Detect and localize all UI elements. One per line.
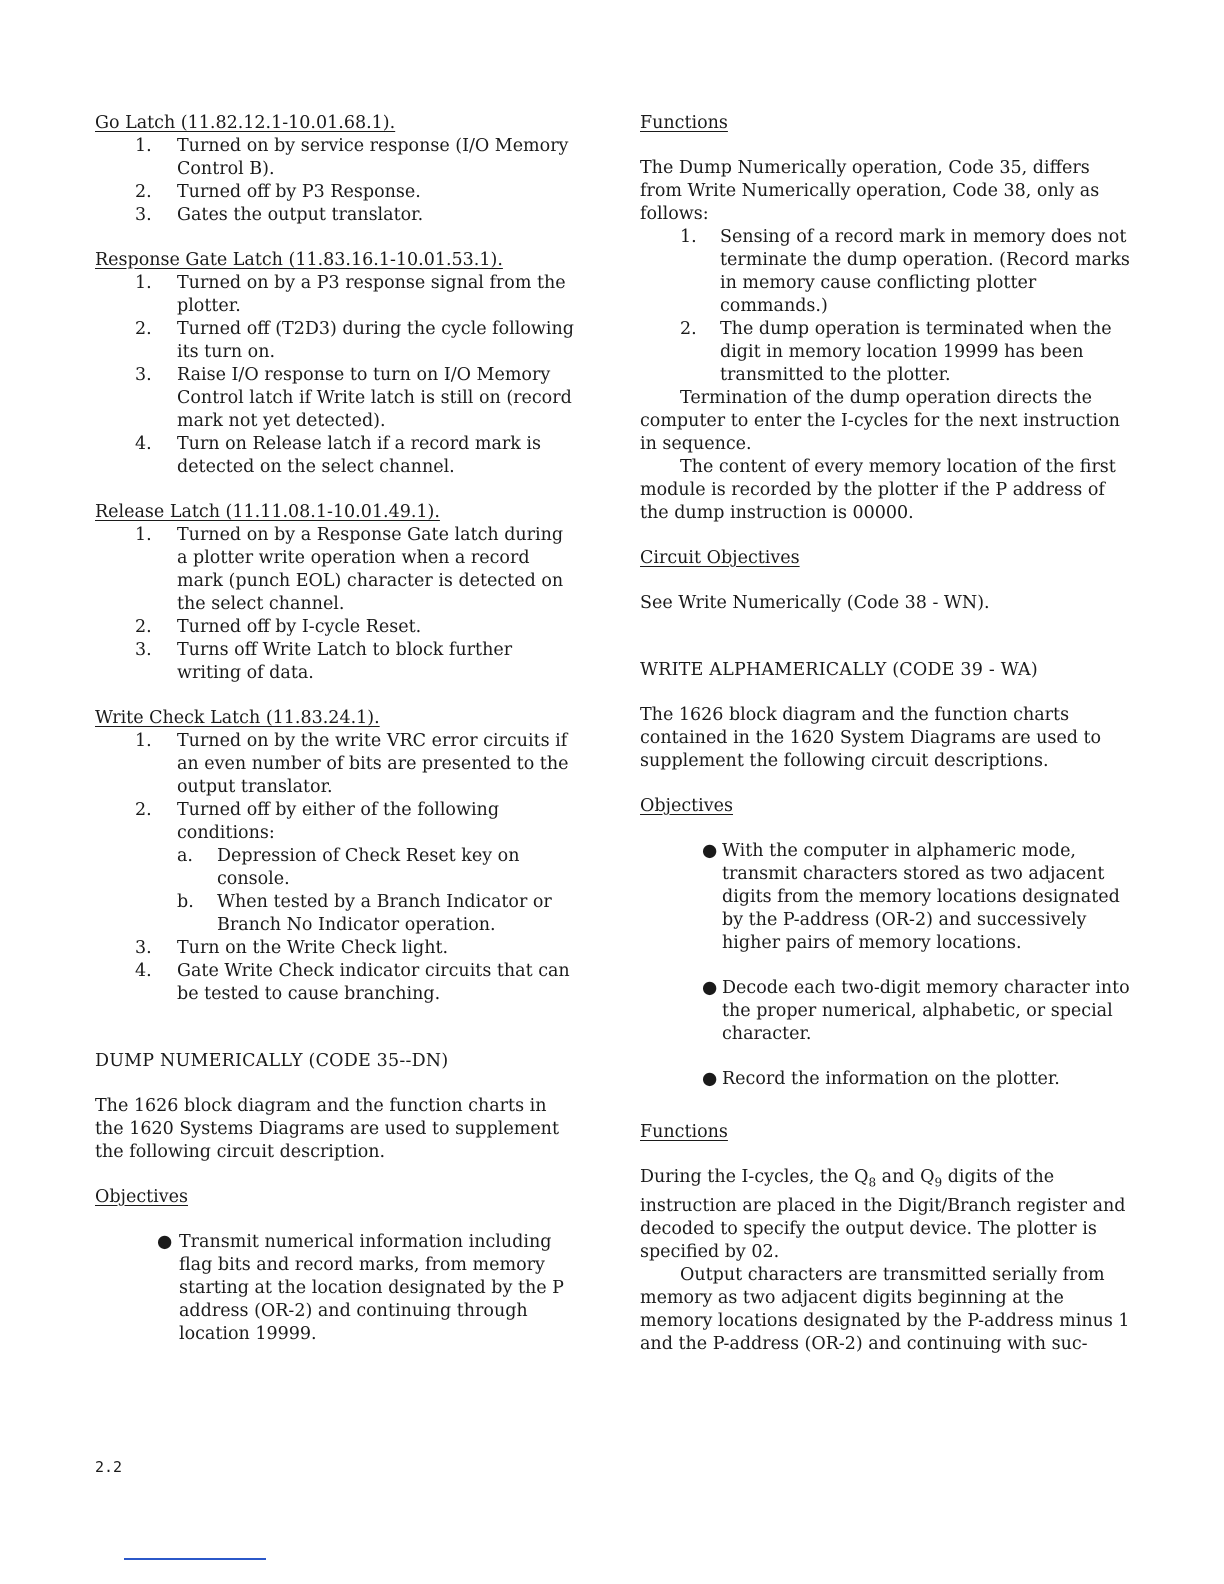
dump-numerically-title: DUMP NUMERICALLY (CODE 35--DN) — [95, 1051, 449, 1071]
left-column — [95, 112, 575, 1368]
go-latch-section — [95, 112, 575, 227]
functions-list-1 — [640, 226, 1135, 387]
footer-rule — [124, 1558, 266, 1560]
dump-intro-section — [95, 1095, 575, 1164]
list-item: 4. Gate Write Check indicator circuits that can be tested to cause branching. — [135, 961, 570, 1004]
list-item: 3. Raise I/O response to turn on I/O Memory Control latch if Write latch is still on (record mark not yet detected). — [135, 365, 572, 431]
page-number: 2.2 — [95, 1458, 123, 1476]
list-item: a. Depression of Check Reset key on console. — [177, 846, 520, 889]
write-alpha-bullet: ● With the computer in alphameric mode, transmit characters stored as two adjacent digits from the memory locations designated by the P-address (OR-2) and successively higher pairs of memory locations. — [702, 841, 1120, 953]
functions-body-1 — [640, 157, 1135, 525]
write-check-sub-list — [177, 845, 575, 937]
list-item: 1. Turned on by service response (I/O Memory Control B). — [135, 136, 569, 179]
dump-numerically-section — [95, 1050, 575, 1073]
functions-section-2 — [640, 1121, 1135, 1144]
list-item: 1. Turned on by the write VRC error circuits if an even number of bits are presented to the output translator. — [135, 731, 569, 797]
write-check-latch-list — [95, 730, 575, 1006]
write-check-latch-section — [95, 707, 575, 1006]
list-item: 4. Turn on Release latch if a record mark is detected on the select channel. — [135, 434, 541, 477]
response-gate-latch-list — [95, 272, 575, 479]
release-latch-section — [95, 501, 575, 685]
write-check-latch-heading: Write Check Latch (11.83.24.1). — [95, 708, 380, 728]
functions-intro: The Dump Numerically operation, Code 35, differs from Write Numerically operation, Code 38, only as follows: — [640, 158, 1100, 224]
list-item: 3. Turn on the Write Check light. — [135, 938, 449, 958]
list-item: 1. Sensing of a record mark in memory does not terminate the dump operation. (Record marks in memory cause conflicting plotter commands.) — [680, 227, 1130, 316]
list-item: b. When tested by a Branch Indicator or Branch No Indicator operation. — [177, 892, 552, 935]
content-paragraph: The content of every memory location of the first module is recorded by the plotter if the P address of the dump instruction is 00000. — [640, 457, 1116, 523]
right-column — [640, 112, 1135, 1356]
circuit-objectives-section — [640, 547, 1135, 570]
bullet-icon: ● — [702, 1069, 718, 1089]
response-gate-latch-section — [95, 249, 575, 479]
list-item: 1. Turned on by a P3 response signal from the plotter. — [135, 273, 566, 316]
list-item: 2. Turned off by P3 Response. — [135, 182, 421, 202]
dump-objectives-heading: Objectives — [95, 1187, 188, 1207]
release-latch-list — [95, 524, 575, 685]
list-item: 1. Turned on by a Response Gate latch during a plotter write operation when a record mark (punch EOL) character is detected on the select channel. — [135, 525, 564, 614]
response-gate-latch-heading: Response Gate Latch (11.83.16.1-10.01.53.1). — [95, 250, 503, 270]
write-alphamerically-title: WRITE ALPHAMERICALLY (CODE 39 - WA) — [640, 660, 1038, 680]
list-item: 2. Turned off by I-cycle Reset. — [135, 617, 422, 637]
circuit-objectives-text: See Write Numerically (Code 38 - WN). — [640, 593, 990, 613]
write-alpha-bullet: ● Decode each two-digit memory character into the proper numerical, alphabetic, or special character. — [702, 978, 1130, 1044]
bullet-icon: ● — [157, 1232, 173, 1252]
go-latch-heading: Go Latch (11.82.12.1-10.01.68.1). — [95, 113, 396, 133]
list-item: 2. Turned off by either of the following conditions: a. Depression of Check Reset key on console. b. When tested by a Branch Indicator or Branch No Indicator operation. — [95, 799, 575, 937]
list-item: 3. Gates the output translator. — [135, 205, 424, 225]
functions-heading-1: Functions — [640, 113, 728, 133]
functions-section-1 — [640, 112, 1135, 135]
bullet-icon: ● — [702, 841, 718, 861]
dump-objectives-section — [95, 1186, 575, 1209]
circuit-objectives-heading: Circuit Objectives — [640, 548, 800, 568]
write-alpha-intro: The 1626 block diagram and the function charts contained in the 1620 System Diagrams are used to supplement the following circuit descriptions. — [640, 705, 1102, 771]
bullet-icon: ● — [702, 978, 718, 998]
list-item: 3. Turns off Write Latch to block further writing of data. — [135, 640, 513, 683]
release-latch-heading: Release Latch (11.11.08.1-10.01.49.1). — [95, 502, 440, 522]
functions-2-paragraph-2: Output characters are transmitted serially from memory as two adjacent digits beginning at the memory locations designated by the P-address minus 1 and the P-address (OR-2) and continuing with suc- — [640, 1264, 1130, 1354]
go-latch-list — [95, 135, 575, 227]
write-alpha-bullet: ● Record the information on the plotter. — [702, 1069, 1060, 1089]
dump-intro: The 1626 block diagram and the function charts in the 1620 Systems Diagrams are used to supplement the following circuit description. — [95, 1096, 559, 1162]
list-item: 2. The dump operation is terminated when the digit in memory location 19999 has been transmitted to the plotter. — [680, 319, 1112, 385]
dump-objective-bullet: ● Transmit numerical information including flag bits and record marks, from memory starting at the location designated by the P address (OR-2) and continuing through location 19999. — [157, 1232, 564, 1344]
functions-2-paragraph-1: During the I-cycles, the $Q_8$ and $Q_9$ digits of the instruction are placed in the Digit/Branch register and decoded to specify the output device. The plotter is specified by 02. — [640, 1167, 1126, 1262]
list-item: 2. Turned off (T2D3) during the cycle following its turn on. — [135, 319, 574, 362]
functions-heading-2: Functions — [640, 1122, 728, 1142]
write-alpha-objectives-heading: Objectives — [640, 796, 733, 816]
termination-paragraph: Termination of the dump operation directs the computer to enter the I-cycles for the next instruction in sequence. — [640, 388, 1120, 454]
